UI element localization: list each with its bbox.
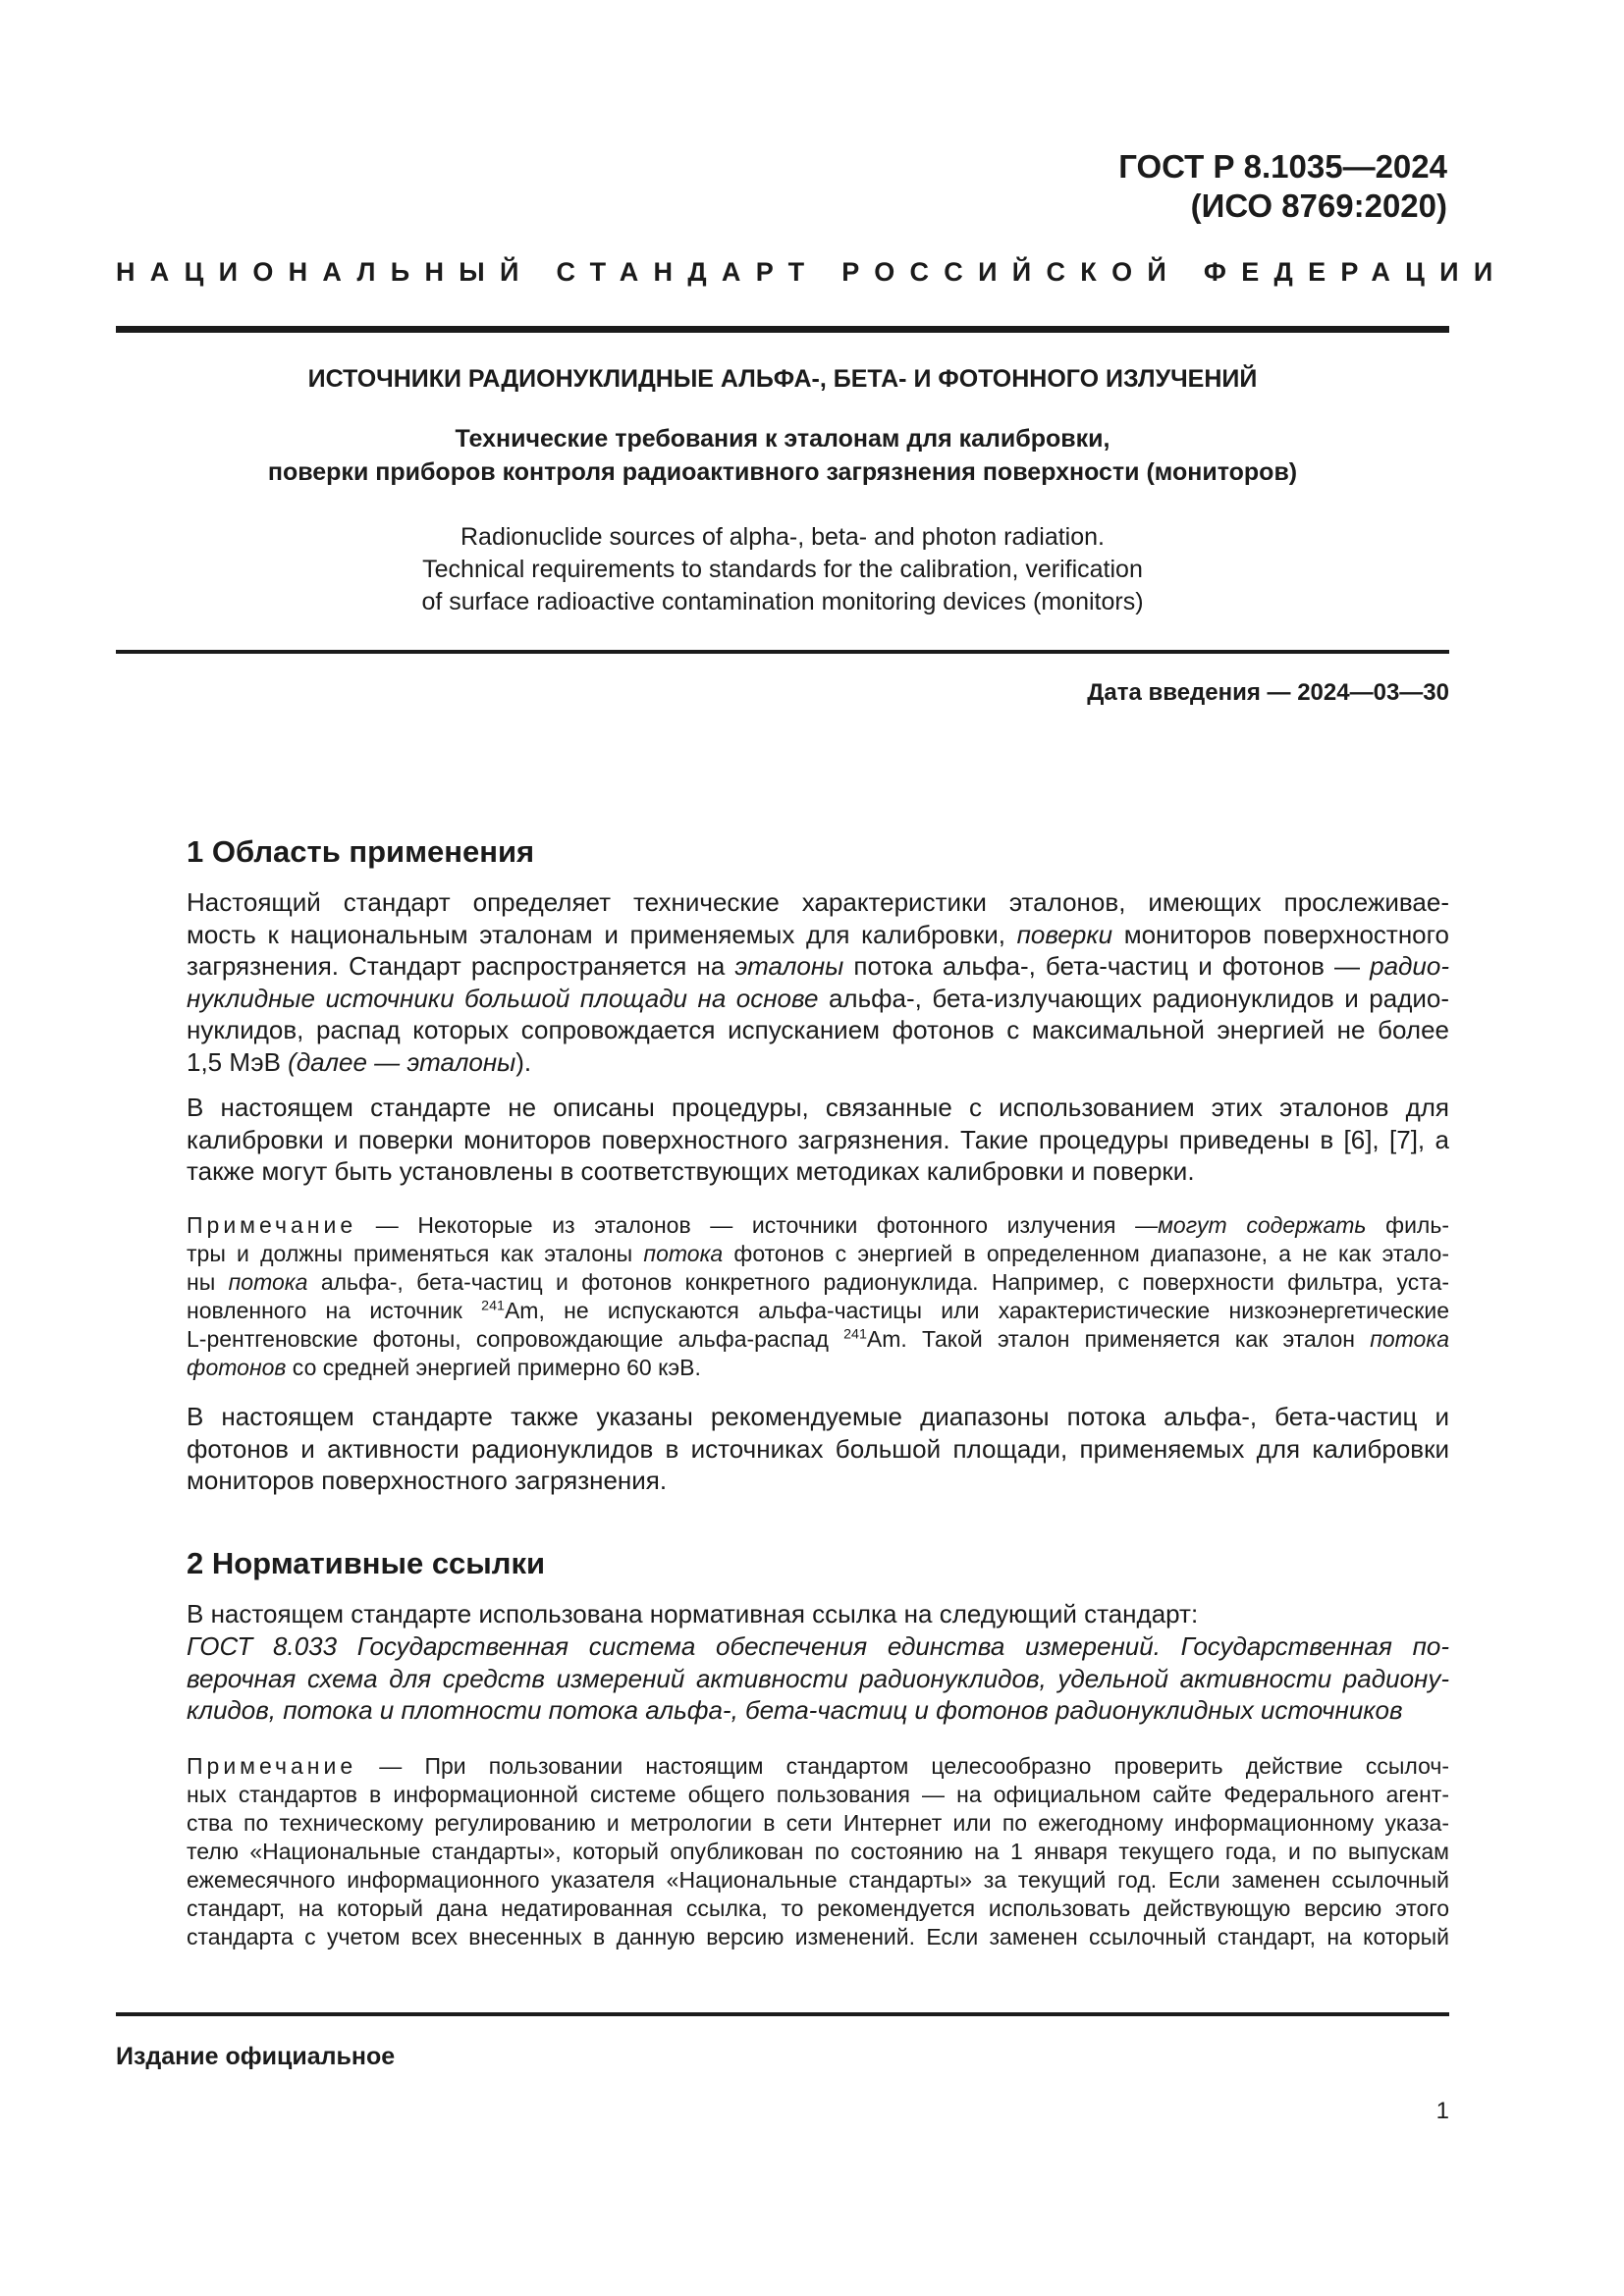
text-line: Настоящий стандарт определяет технические характеристики эталонов, имеющих прослеживае- [187,887,1449,917]
text-line: фотонов и активности радионуклидов в источниках большой площади, применяемых для калибровки [187,1433,1449,1464]
text-line: Примечание — При пользовании настоящим стандартом целесообразно проверить действие ссылоч- [187,1753,1449,1779]
text-line: В настоящем стандарте использована нормативная ссылка на следующий стандарт: [187,1599,1199,1629]
text-line: фотонов со средней энергией примерно 60 кэВ. [187,1355,701,1380]
text-line: стандарт, на который дана недатированная ссылка, то рекомендуется использовать действующую версию этого [187,1896,1449,1921]
text-line: клидов, потока и плотности потока альфа-, бета-частиц и фотонов радионуклидных источников [187,1695,1403,1725]
section-2-heading: 2 Нормативные ссылки [187,1546,546,1580]
document-title: ИСТОЧНИКИ РАДИОНУКЛИДНЫЕ АЛЬФА-, БЕТА- И ФОТОННОГО ИЗЛУЧЕНИЙ [307,365,1258,393]
text-line: мость к национальным эталонам и применяемых для калибровки, поверки мониторов поверхностного [187,919,1450,949]
iso-id: (ИСО 8769:2020) [1190,187,1447,224]
standard-identifier [1118,147,1447,226]
text-line: В настоящем стандарте не описаны процедуры, связанные с использованием этих эталонов для [187,1093,1449,1122]
section-2-paragraph-1 [116,1598,1449,1630]
english-title-line: Radionuclide sources of alpha-, beta- and photon radiation. [460,523,1105,551]
text-line: Примечание — Некоторые из эталонов — источники фотонного излучения —могут содержать филь- [187,1212,1449,1238]
text-line: мониторов поверхностного загрязнения. [187,1466,668,1495]
text-line: ны потока альфа-, бета-частиц и фотонов конкретного радионуклида. Например, с поверхности фильтра, уста- [187,1269,1449,1295]
subtitle-line: Технические требования к эталонам для калибровки, [455,425,1110,453]
text-line: загрязнения. Стандарт распространяется на эталоны потока альфа-, бета-частиц и фотонов — радио- [187,951,1449,981]
text-line: В настоящем стандарте также указаны рекомендуемые диапазоны потока альфа-, бета-частиц и [187,1402,1449,1431]
subtitle-line: поверки приборов контроля радиоактивного загрязнения поверхности (мониторов) [267,458,1298,486]
english-title-line: of surface radioactive contamination monitoring devices (monitors) [421,588,1144,615]
page-number: 1 [1435,2098,1449,2124]
english-title [116,521,1449,618]
footer-rule [116,2012,1449,2016]
introduction-date: Дата введения — 2024—03—30 [1087,679,1449,706]
national-standard-banner: НАЦИОНАЛЬНЫЙ СТАНДАРТ РОССИЙСКОЙ ФЕДЕРАЦИИ [116,257,1508,287]
text-line: также могут быть установлены в соответствующих методиках калибровки и поверки. [187,1156,1195,1186]
top-rule [116,326,1449,333]
text-line: ных стандартов в информационной системе общего пользования — на официальном сайте Федерального агент- [187,1782,1449,1807]
note-label: Примечание [187,1753,357,1779]
text-line: 1,5 МэВ (далее — эталоны). [187,1046,532,1077]
note-label: Примечание [187,1212,357,1238]
normative-reference [116,1630,1449,1727]
section-2-note [116,1752,1449,1951]
official-edition-label: Издание официальное [116,2043,396,2070]
section-1-paragraph-1 [116,886,1449,1078]
text-line: стандарта с учетом всех внесенных в данную версию изменений. Если заменен ссылочный стандарт, на который [187,1924,1449,1949]
text-line: ежемесячного информационного указателя «Национальные стандарты» за текущий год. Если заменен ссылочный [187,1867,1449,1893]
text-line: верочная схема для средств измерений активности радионуклидов, удельной активности радиону- [187,1663,1449,1693]
section-1-paragraph-3 [116,1401,1449,1497]
title-rule [116,650,1449,654]
section-1-note [116,1211,1449,1382]
text-line: ГОСТ 8.033 Государственная система обеспечения единства измерений. Государственная по- [187,1631,1449,1661]
text-line: телю «Национальные стандарты», который опубликован по состоянию на 1 января текущего года, и по выпускам [187,1839,1449,1864]
document-subtitle [116,422,1449,489]
text-line: нуклидов, распад которых сопровождается испусканием фотонов с максимальной энергией не более [187,1015,1449,1044]
english-title-line: Technical requirements to standards for the calibration, verification [422,556,1143,583]
text-line: нуклидные источники большой площади на основе альфа-, бета-излучающих радионуклидов и радио- [187,983,1450,1013]
section-1-paragraph-2 [116,1092,1449,1188]
standard-id: ГОСТ Р 8.1035—2024 [1118,148,1447,185]
text-line: новленного на источник $^{241}$Am, не испускаются альфа-частицы или характеристические низкоэнергетические [187,1298,1450,1323]
text-line: тры и должны применяться как эталоны потока фотонов с энергией в определенном диапазоне, а не как этало- [187,1241,1449,1266]
text-line: ства по техническому регулированию и метрологии в сети Интернет или по ежегодному информационному указа- [187,1810,1449,1836]
text-line: калибровки и поверки мониторов поверхностного загрязнения. Такие процедуры приведены в [6], [7], а [187,1124,1449,1154]
section-1-heading: 1 Область применения [187,834,535,869]
text-line: L-рентгеновские фотоны, сопровождающие альфа-распад $^{241}$Am. Такой эталон применяется как эталон потока [187,1326,1449,1352]
